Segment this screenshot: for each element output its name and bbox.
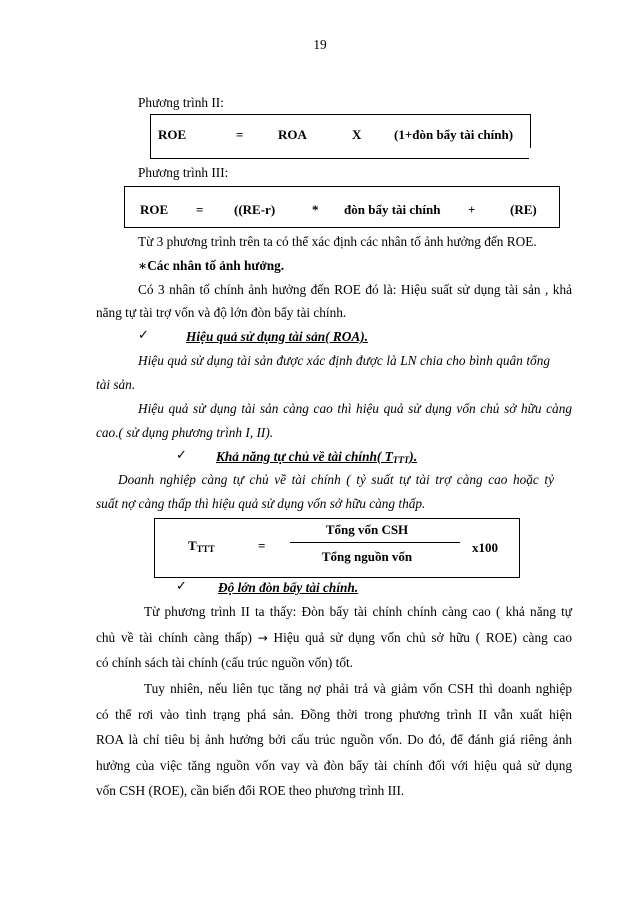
fraction-line: [290, 542, 460, 543]
eq2-lhs: ROE: [158, 127, 187, 142]
eq2-leverage: (1+đòn bẩy tài chính): [394, 127, 514, 142]
eq3-re-r: ((RE-r): [234, 202, 276, 217]
item3-line-6: ROA là chỉ tiêu bị ảnh hưởng bởi cấu trúc nguồn vốn. Do đó, để đánh giá riêng ảnh: [96, 732, 572, 747]
factors-line-1: Có 3 nhân tố chính ảnh hưởng đến ROE đó là: Hiệu suất sử dụng tài sản , khả: [138, 282, 572, 297]
check-icon: ✓: [138, 328, 149, 343]
check-icon: ✓: [176, 448, 187, 463]
eq3-plus: +: [468, 202, 476, 217]
item1-line-4: cao.( sử dụng phương trình I, II).: [96, 425, 274, 440]
eq3-leverage: đòn bẩy tài chính: [344, 202, 441, 217]
item3-line-7: hưởng của việc tăng nguồn vốn vay và đòn bẩy tài chính đối với hiệu quả sử dụng: [96, 758, 572, 773]
item3-line-8: vốn CSH (ROE), cần biến đổi ROE theo phương trình III.: [96, 783, 405, 798]
item1-line-2: tài sản.: [96, 377, 136, 392]
page-number: 19: [313, 37, 327, 52]
formula-numerator: Tổng vốn CSH: [325, 522, 409, 537]
intro-paragraph: Từ 3 phương trình trên ta có thể xác định các nhân tố ảnh hưởng đến ROE.: [138, 234, 537, 249]
item1-title: Hiệu quả sử dụng tài sản( ROA).: [186, 329, 368, 344]
item3-line-4: Tuy nhiên, nếu liên tục tăng nợ phải trả và giảm vốn CSH thì doanh nghiệp: [144, 681, 572, 696]
arrow-right-icon: →: [257, 631, 268, 645]
eq2-heading: Phương trình II:: [138, 95, 224, 110]
eq3-equals: =: [196, 202, 204, 217]
formula-mult: x100: [472, 540, 498, 555]
item2-line-2: suất nợ càng thấp thì hiệu quả sử dụng vốn sở hữu càng thấp.: [96, 496, 426, 511]
formula-equals: =: [258, 538, 266, 553]
factors-heading-text: Các nhân tố ảnh hưởng.: [147, 258, 285, 273]
item3-title: Độ lớn đòn bẩy tài chính.: [218, 580, 359, 595]
eq2-equals: =: [236, 127, 244, 142]
factors-marker: ∗: [138, 258, 148, 273]
eq2-roa: ROA: [278, 127, 307, 142]
factors-heading: [138, 257, 284, 275]
item2-line-1: Doanh nghiệp càng tự chủ về tài chính ( tỷ suất tự tài trợ càng cao hoặc tỷ: [118, 472, 554, 487]
item3-line-5: có thể rơi vào tình trạng phá sản. Đồng thời trong phương trình II vẫn xuất hiện: [96, 707, 572, 722]
eq2-box-top: [150, 114, 530, 115]
formula-lhs: $T_{TTT}$: [188, 538, 215, 554]
item1-line-3: Hiệu quả sử dụng tài sản càng cao thì hiệu quả sử dụng vốn chủ sở hữu càng: [138, 401, 572, 416]
eq3-box: [124, 186, 560, 228]
item3-line-1: Từ phương trình II ta thấy: Đòn bẩy tài chính chính càng cao ( khả năng tự: [144, 604, 572, 619]
item1-line-1: Hiệu quả sử dụng tài sản được xác định được là LN chia cho bình quân tổng: [138, 353, 550, 368]
item3-line-3: có chính sách tài chính (cấu trúc nguồn vốn) tốt.: [96, 655, 353, 670]
check-icon: ✓: [176, 579, 187, 594]
item2-title: Khả năng tự chủ về tài chính( $T_{TTT}$).: [216, 449, 418, 465]
eq3-re: (RE): [510, 202, 537, 217]
eq2-times: X: [352, 127, 362, 142]
eq3-star: *: [312, 202, 319, 217]
eq2-box-right: [530, 114, 531, 148]
item3-line-2: chủ về tài chính càng thấp) → Hiệu quả sử dụng vốn chủ sở hữu ( ROE) càng cao: [96, 630, 572, 645]
eq3-lhs: ROE: [140, 202, 169, 217]
formula-denominator: Tổng nguồn vốn: [321, 549, 413, 564]
factors-line-2: năng tự tài trợ vốn và độ lớn đòn bẩy tài chính.: [96, 305, 347, 320]
eq3-heading: Phương trình III:: [138, 165, 229, 180]
